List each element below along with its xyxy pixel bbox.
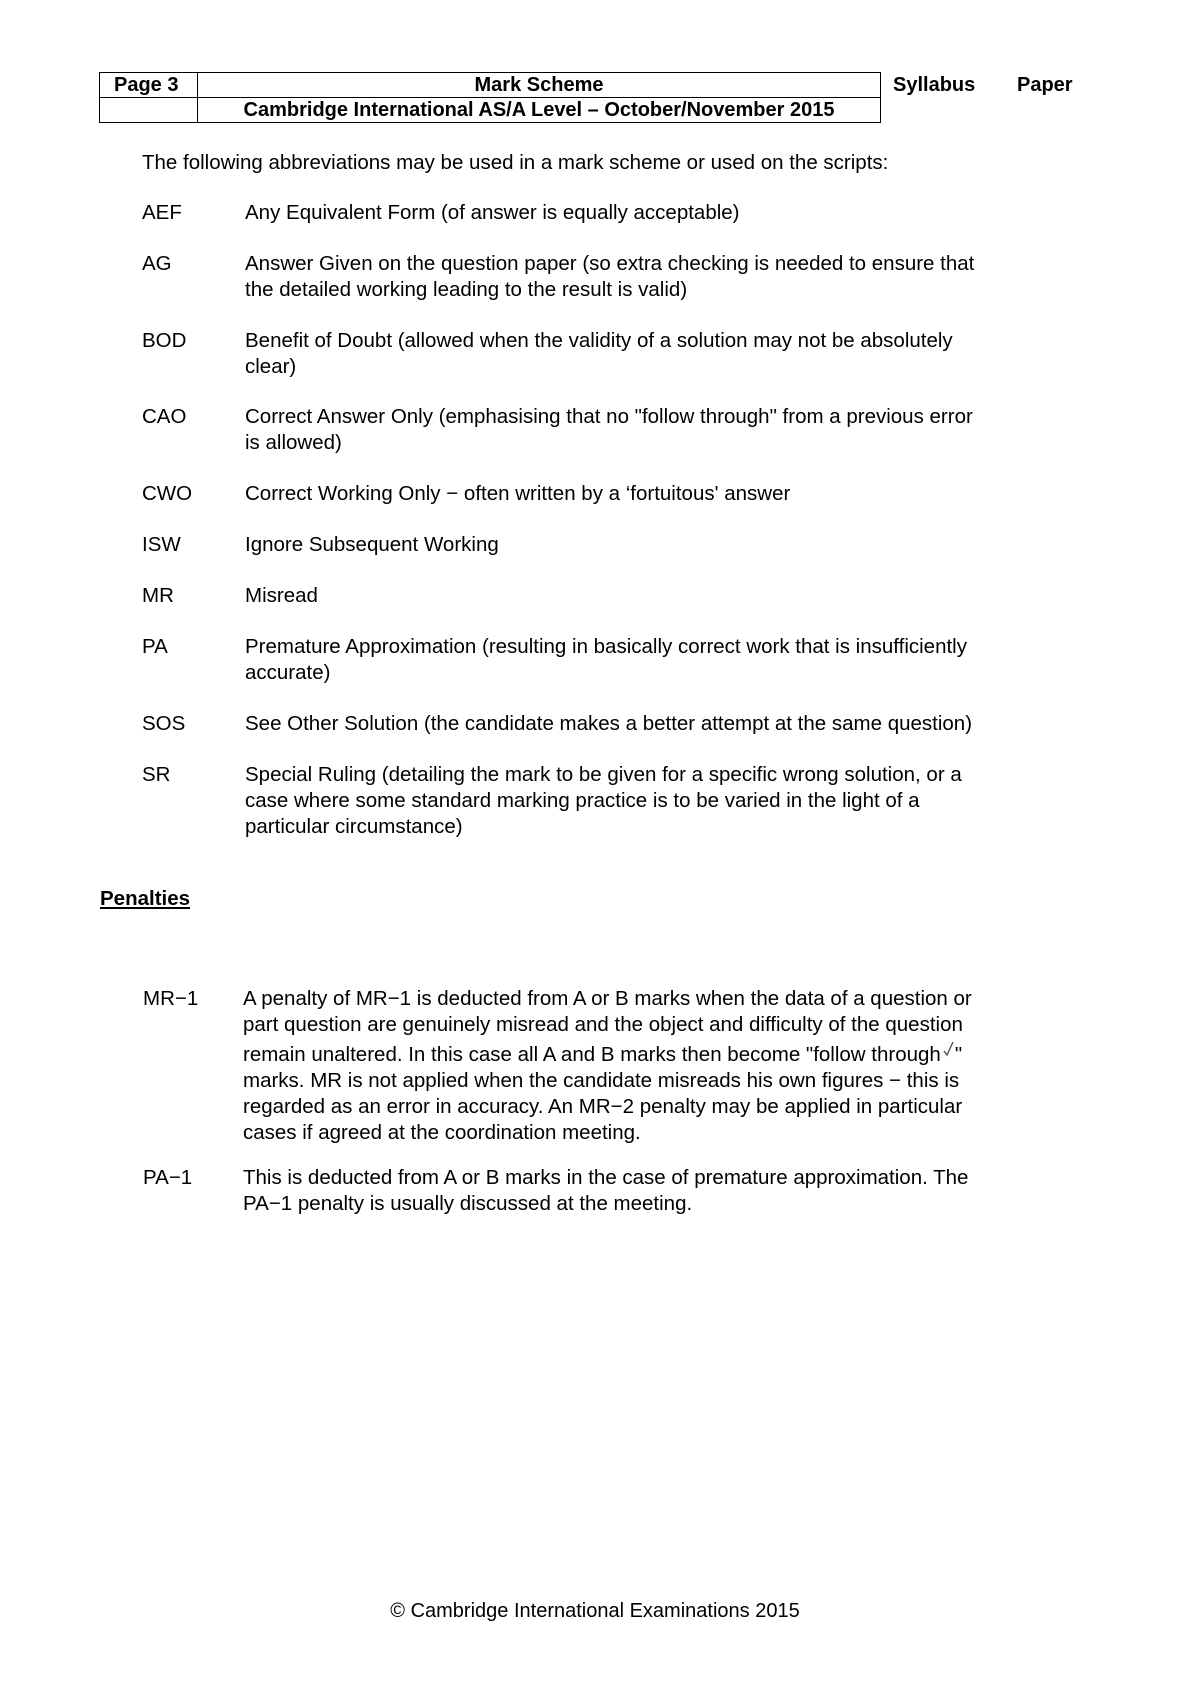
document-title: Mark Scheme	[198, 73, 881, 98]
description-line-text: remain unaltered. In this case all A and B marks then become "follow through	[243, 1043, 941, 1066]
abbreviation-description	[245, 404, 1045, 456]
empty-cell	[100, 98, 198, 123]
description-line: part question are genuinely misread and the object and difficulty of the question	[243, 1013, 963, 1036]
abbreviation-description	[245, 328, 1045, 380]
description-line	[243, 1038, 1043, 1068]
header-table	[99, 72, 881, 123]
description-line: accurate)	[245, 661, 331, 684]
abbreviation-description	[245, 762, 1045, 840]
description-line: This is deducted from A or B marks in the case of premature approximation. The	[243, 1166, 969, 1189]
description-line: Benefit of Doubt (allowed when the validity of a solution may not be absolutely	[245, 329, 953, 352]
description-line: Misread	[245, 584, 318, 607]
description-line: regarded as an error in accuracy. An MR−2 penalty may be applied in particular	[243, 1095, 963, 1118]
description-line: Premature Approximation (resulting in basically correct work that is insufficiently	[245, 635, 967, 658]
tick-icon	[943, 1038, 955, 1054]
abbreviation-code: BOD	[142, 329, 187, 352]
description-line: Correct Answer Only (emphasising that no "follow through" from a previous error	[245, 405, 973, 428]
description-line: clear)	[245, 355, 297, 378]
description-line: Any Equivalent Form (of answer is equally acceptable)	[245, 201, 740, 224]
abbreviation-code: AG	[142, 252, 172, 275]
description-line: marks. MR is not applied when the candidate misreads his own figures − this is	[243, 1069, 960, 1092]
description-line: Special Ruling (detailing the mark to be given for a specific wrong solution, or a	[245, 763, 962, 786]
description-line: case where some standard marking practice is to be varied in the light of a	[245, 789, 920, 812]
abbreviation-code: CWO	[142, 482, 193, 505]
abbreviation-description	[245, 532, 1045, 558]
abbreviation-code: PA	[142, 635, 168, 658]
penalty-code: PA−1	[143, 1166, 193, 1189]
description-line: A penalty of MR−1 is deducted from A or B marks when the data of a question or	[243, 987, 972, 1010]
abbreviation-description	[245, 200, 1045, 226]
abbreviation-code: CAO	[142, 405, 187, 428]
penalty-description	[243, 986, 1043, 1146]
description-line: cases if agreed at the coordination meeting.	[243, 1121, 641, 1144]
paper-label: Paper	[1017, 74, 1073, 96]
page-number: Page 3	[100, 73, 198, 98]
description-line: is allowed)	[245, 431, 342, 454]
penalty-code: MR−1	[143, 987, 199, 1010]
intro-text: The following abbreviations may be used in a mark scheme or used on the scripts:	[142, 151, 889, 174]
penalty-description	[243, 1165, 1043, 1217]
description-line: PA−1 penalty is usually discussed at the meeting.	[243, 1192, 693, 1215]
description-line: the detailed working leading to the result is valid)	[245, 278, 688, 301]
abbreviation-code: SR	[142, 763, 171, 786]
abbreviation-code: AEF	[142, 201, 182, 224]
abbreviation-description	[245, 634, 1045, 686]
document-subtitle: Cambridge International AS/A Level – October/November 2015	[198, 98, 881, 123]
description-line: Ignore Subsequent Working	[245, 533, 499, 556]
abbreviation-code: ISW	[142, 533, 181, 556]
description-line-text: "	[954, 1043, 963, 1066]
abbreviation-code: MR	[142, 584, 174, 607]
abbreviation-code: SOS	[142, 712, 186, 735]
abbreviation-description	[245, 711, 1045, 737]
syllabus-label: Syllabus	[893, 74, 976, 96]
description-line: Answer Given on the question paper (so extra checking is needed to ensure that	[245, 252, 975, 275]
abbreviation-description	[245, 251, 1045, 303]
description-line: Correct Working Only − often written by a ‘fortuitous' answer	[245, 482, 791, 505]
abbreviation-description	[245, 583, 1045, 609]
description-line: See Other Solution (the candidate makes a better attempt at the same question)	[245, 712, 973, 735]
abbreviation-description	[245, 481, 1045, 507]
description-line: particular circumstance)	[245, 815, 463, 838]
penalties-heading: Penalties	[100, 887, 191, 910]
copyright-footer: © Cambridge International Examinations 2015	[390, 1600, 800, 1622]
